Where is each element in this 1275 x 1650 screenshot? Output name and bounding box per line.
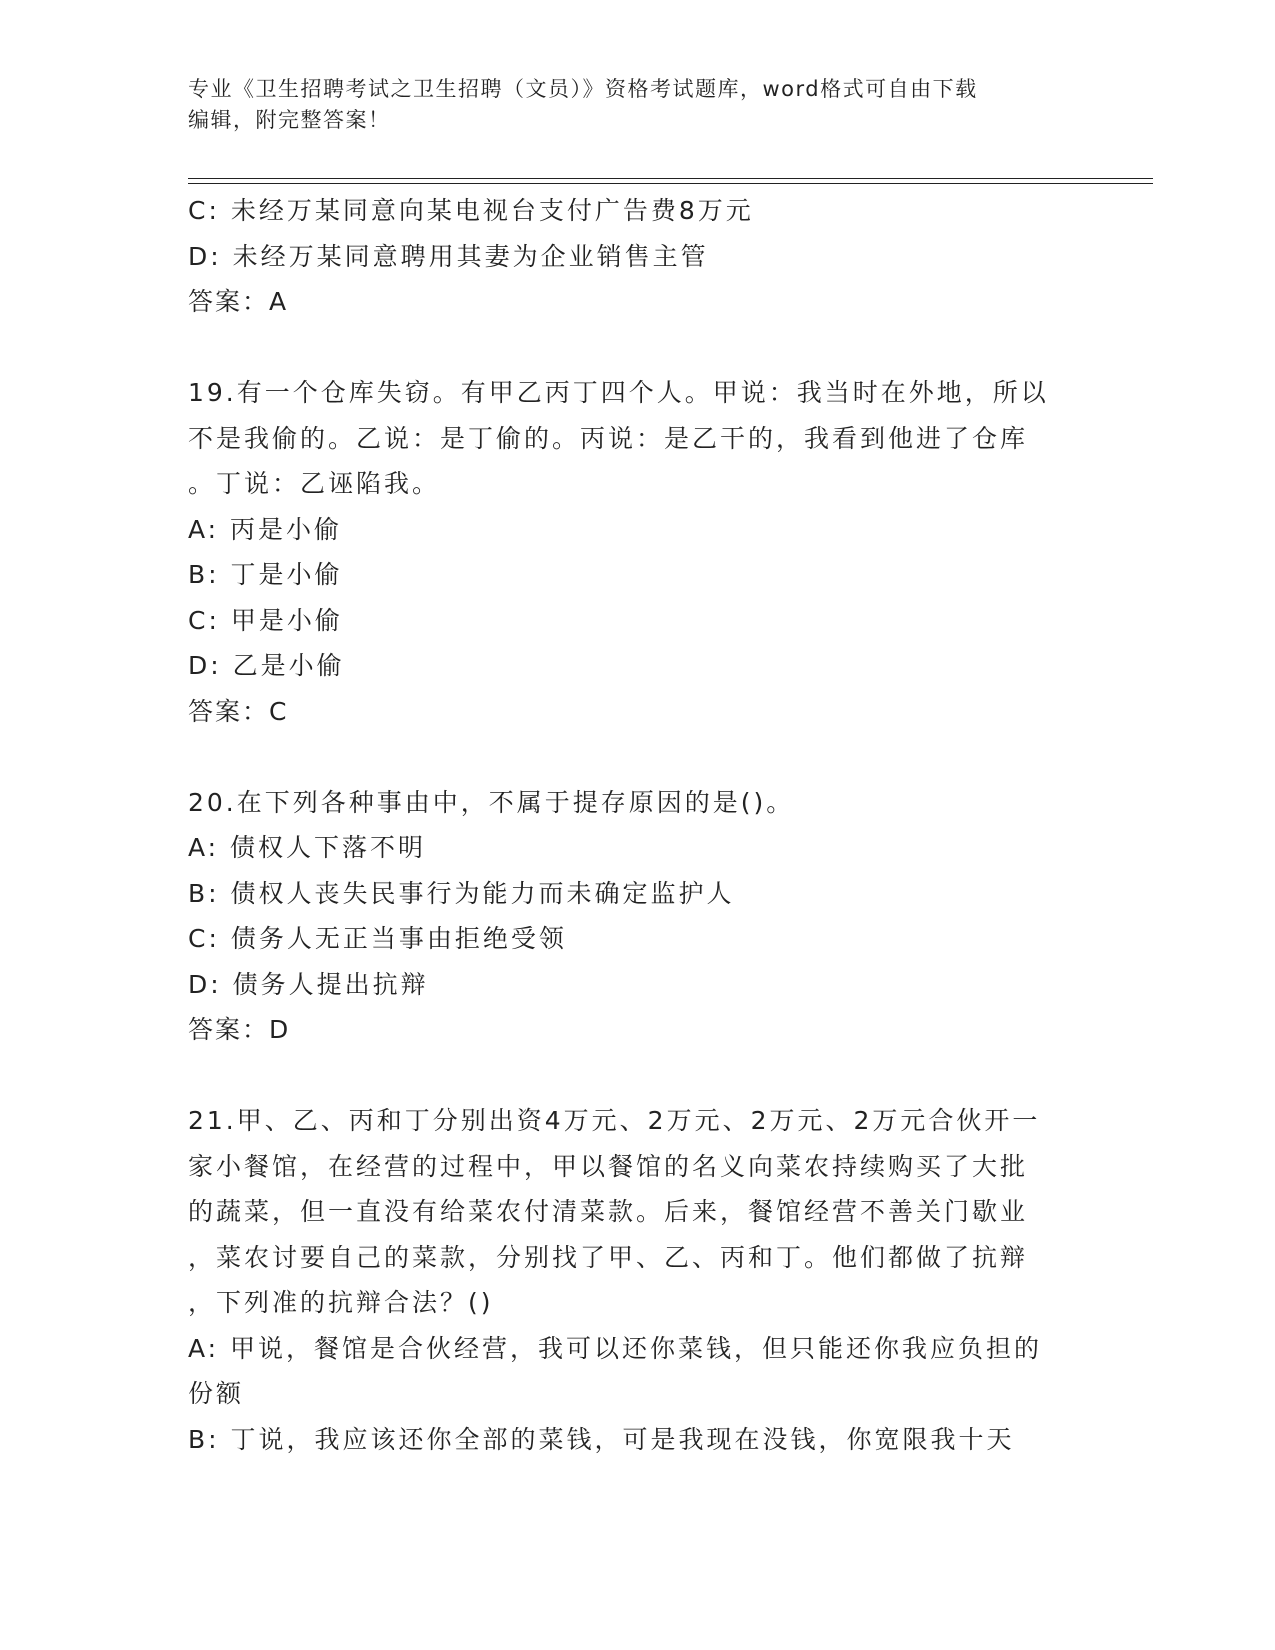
option-c: C: 未经万某同意向某电视台支付广告费8万元 <box>188 196 754 225</box>
question-stem-line: 21.甲、乙、丙和丁分别出资4万元、2万元、2万元、2万元合伙开一 <box>188 1106 1041 1135</box>
option-c: C: 债务人无正当事由拒绝受领 <box>188 924 567 953</box>
header-divider-top <box>188 178 1153 179</box>
question-18 <box>188 188 1088 325</box>
option-a-continued: 份额 <box>188 1379 245 1408</box>
header-line-1: 专业《卫生招聘考试之卫生招聘（文员）》资格考试题库，word格式可自由下载 <box>188 77 978 101</box>
question-19 <box>188 370 1088 734</box>
answer: 答案：D <box>188 1015 291 1044</box>
spacer <box>188 325 1088 371</box>
question-stem-line: 20.在下列各种事由中，不属于提存原因的是()。 <box>188 787 795 817</box>
question-stem-line: 的蔬菜，但一直没有给菜农付清菜款。后来，餐馆经营不善关门歇业 <box>188 1197 1029 1226</box>
question-stem-line: 19.有一个仓库失窃。有甲乙丙丁四个人。甲说：我当时在外地，所以 <box>188 378 1049 407</box>
option-d: D: 债务人提出抗辩 <box>188 969 429 999</box>
header-line-2: 编辑，附完整答案！ <box>188 108 391 132</box>
answer: 答案：C <box>188 696 289 726</box>
question-content <box>188 188 1088 1462</box>
question-stem-line: 家小餐馆，在经营的过程中，甲以餐馆的名义向菜农持续购买了大批 <box>188 1151 1029 1181</box>
question-20 <box>188 780 1088 1053</box>
question-stem-line: 不是我偷的。乙说：是丁偷的。丙说：是乙干的，我看到他进了仓库 <box>188 423 1029 453</box>
question-21 <box>188 1098 1088 1462</box>
option-b: B: 丁是小偷 <box>188 560 343 589</box>
spacer <box>188 1053 1088 1099</box>
option-c: C: 甲是小偷 <box>188 605 343 635</box>
option-a: A: 债权人下落不明 <box>188 833 427 862</box>
header-divider-bottom <box>188 183 1153 184</box>
option-d: D: 乙是小偷 <box>188 651 345 680</box>
question-stem-line: 。丁说：乙诬陷我。 <box>188 469 441 498</box>
question-stem-line: ，下列准的抗辩合法？() <box>188 1288 494 1317</box>
option-b: B: 丁说，我应该还你全部的菜钱，可是我现在没钱，你宽限我十天 <box>188 1424 1015 1454</box>
option-b: B: 债权人丧失民事行为能力而未确定监护人 <box>188 878 735 908</box>
option-a: A: 甲说，餐馆是合伙经营，我可以还你菜钱，但只能还你我应负担的 <box>188 1333 1043 1363</box>
question-stem-line: ，菜农讨要自己的菜款，分别找了甲、乙、丙和丁。他们都做了抗辩 <box>188 1242 1029 1272</box>
page-header <box>188 74 1088 136</box>
option-a: A: 丙是小偷 <box>188 514 343 544</box>
spacer <box>188 734 1088 780</box>
answer: 答案：A <box>188 287 289 316</box>
option-d: D: 未经万某同意聘用其妻为企业销售主管 <box>188 241 709 271</box>
